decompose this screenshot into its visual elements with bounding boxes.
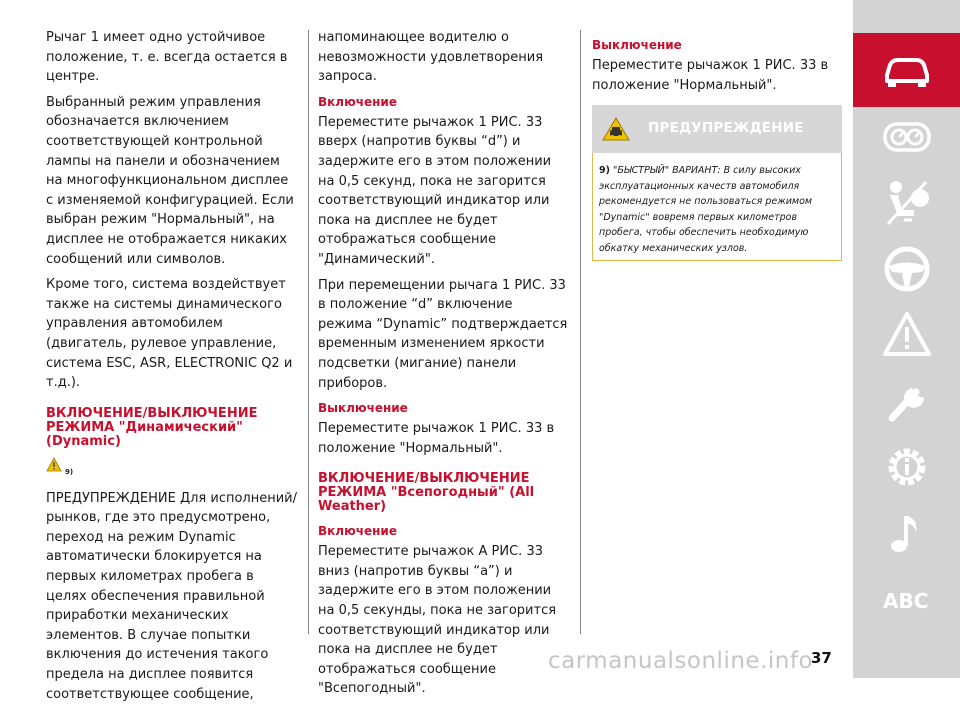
gauges-icon[interactable] [882,112,932,162]
sidebar-abc-index[interactable]: ABC [883,589,929,613]
paragraph: напоминающее водителю о невозможности удовлетворения запроса. [318,30,544,85]
warning-triangle-icon [46,457,62,472]
warning-box-header [592,105,842,153]
text-column-1 [46,28,298,710]
subheading-disable: Выключение [592,38,682,52]
warning-number: 9) [599,165,610,177]
airbag-seat-icon[interactable] [882,178,932,228]
column-divider [308,30,309,634]
wrench-icon[interactable] [882,376,932,426]
paragraph: ПРЕДУПРЕЖДЕНИЕ Для исполнений/рынков, где это предусмотрено, переход на режим Dynamic автоматически блокируется на первых километрах пробега в целях обеспечения правильной приработки механических элементов. В случае попытки включения до истечения такого предела на дисплее появится соответствующее сообщение, [46,490,298,702]
paragraph: Переместите рычажок A РИС. 33 вниз (напротив буквы “a”) и задержите его в этом положении на 0,5 секунды, пока не загорится соответствующий индикатор или пока на дисплее не будет отображаться сообщение "Всепогодный". [318,544,557,697]
car-icon[interactable] [882,45,932,95]
paragraph: Переместите рычажок 1 РИС. 33 в положение "Нормальный". [592,58,829,93]
paragraph: Переместите рычажок 1 РИС. 33 в положение "Нормальный". [318,421,555,456]
section-heading-dynamic: ВКЛЮЧЕНИЕ/ВЫКЛЮЧЕНИЕ РЕЖИМА "Динамический" (Dynamic) [46,405,258,449]
service-gear-icon[interactable] [882,442,932,492]
warning-text: "БЫСТРЫЙ" ВАРИАНТ: В силу высоких эксплуатационных качеств автомобиля рекомендуется не пользоваться режимом "Dynamic" вовремя первых километров пробега, чтобы обеспечить необходимую обкатку механических узлов. [599,165,813,254]
text-column-3 [592,28,842,261]
steering-wheel-icon[interactable] [882,244,932,294]
paragraph: Рычаг 1 имеет одно устойчивое положение, т. е. всегда остается в центре. [46,30,288,85]
warning-ref-number: 9) [65,467,74,476]
paragraph: Переместите рычажок 1 РИС. 33 вверх (напротив буквы “d”) и задержите его в этом положении на 0,5 секунд, пока не загорится соответствующий индикатор или пока на дисплее не будет отображаться сообщение "Динамический". [318,114,552,267]
text-column-2 [318,28,568,705]
subheading-enable: Включение [318,524,397,539]
section-heading-all-weather: ВКЛЮЧЕНИЕ/ВЫКЛЮЧЕНИЕ РЕЖИМА "Всепогодный" (All Weather) [318,471,535,515]
music-note-icon[interactable] [882,508,932,558]
paragraph: При перемещении рычага 1 РИС. 33 в положение “d” включение режима “Dynamic” подтверждается временным изменением яркости подсветки (мигание) панели приборов. [318,277,568,391]
page-number: 37 [811,649,832,667]
warning-triangle-icon[interactable] [882,310,932,360]
subheading-enable: Включение [318,94,397,109]
paragraph: Кроме того, система воздействует также на системы динамического управления автомобилем (двигатель, рулевое управление, система ESC, ASR, ELECTRONIC Q2 и т.д.). [46,277,293,391]
warning-box-title: ПРЕДУПРЕЖДЕНИЕ [648,120,804,137]
warning-car-icon [602,117,630,141]
warning-box-body [592,153,842,261]
paragraph: Выбранный режим управления обозначается включением соответствующей контрольной лампы на панели и обозначением на многофункциональном дисплее с изменяемой конфигурацией. Если выбран режим "Нормальный", на дисплее не отображается никаких сообщений или символов. [46,94,294,267]
column-divider [580,30,581,634]
warning-reference[interactable] [46,457,298,479]
subheading-disable: Выключение [318,401,408,416]
watermark: carmanualsonline.info [548,648,814,674]
